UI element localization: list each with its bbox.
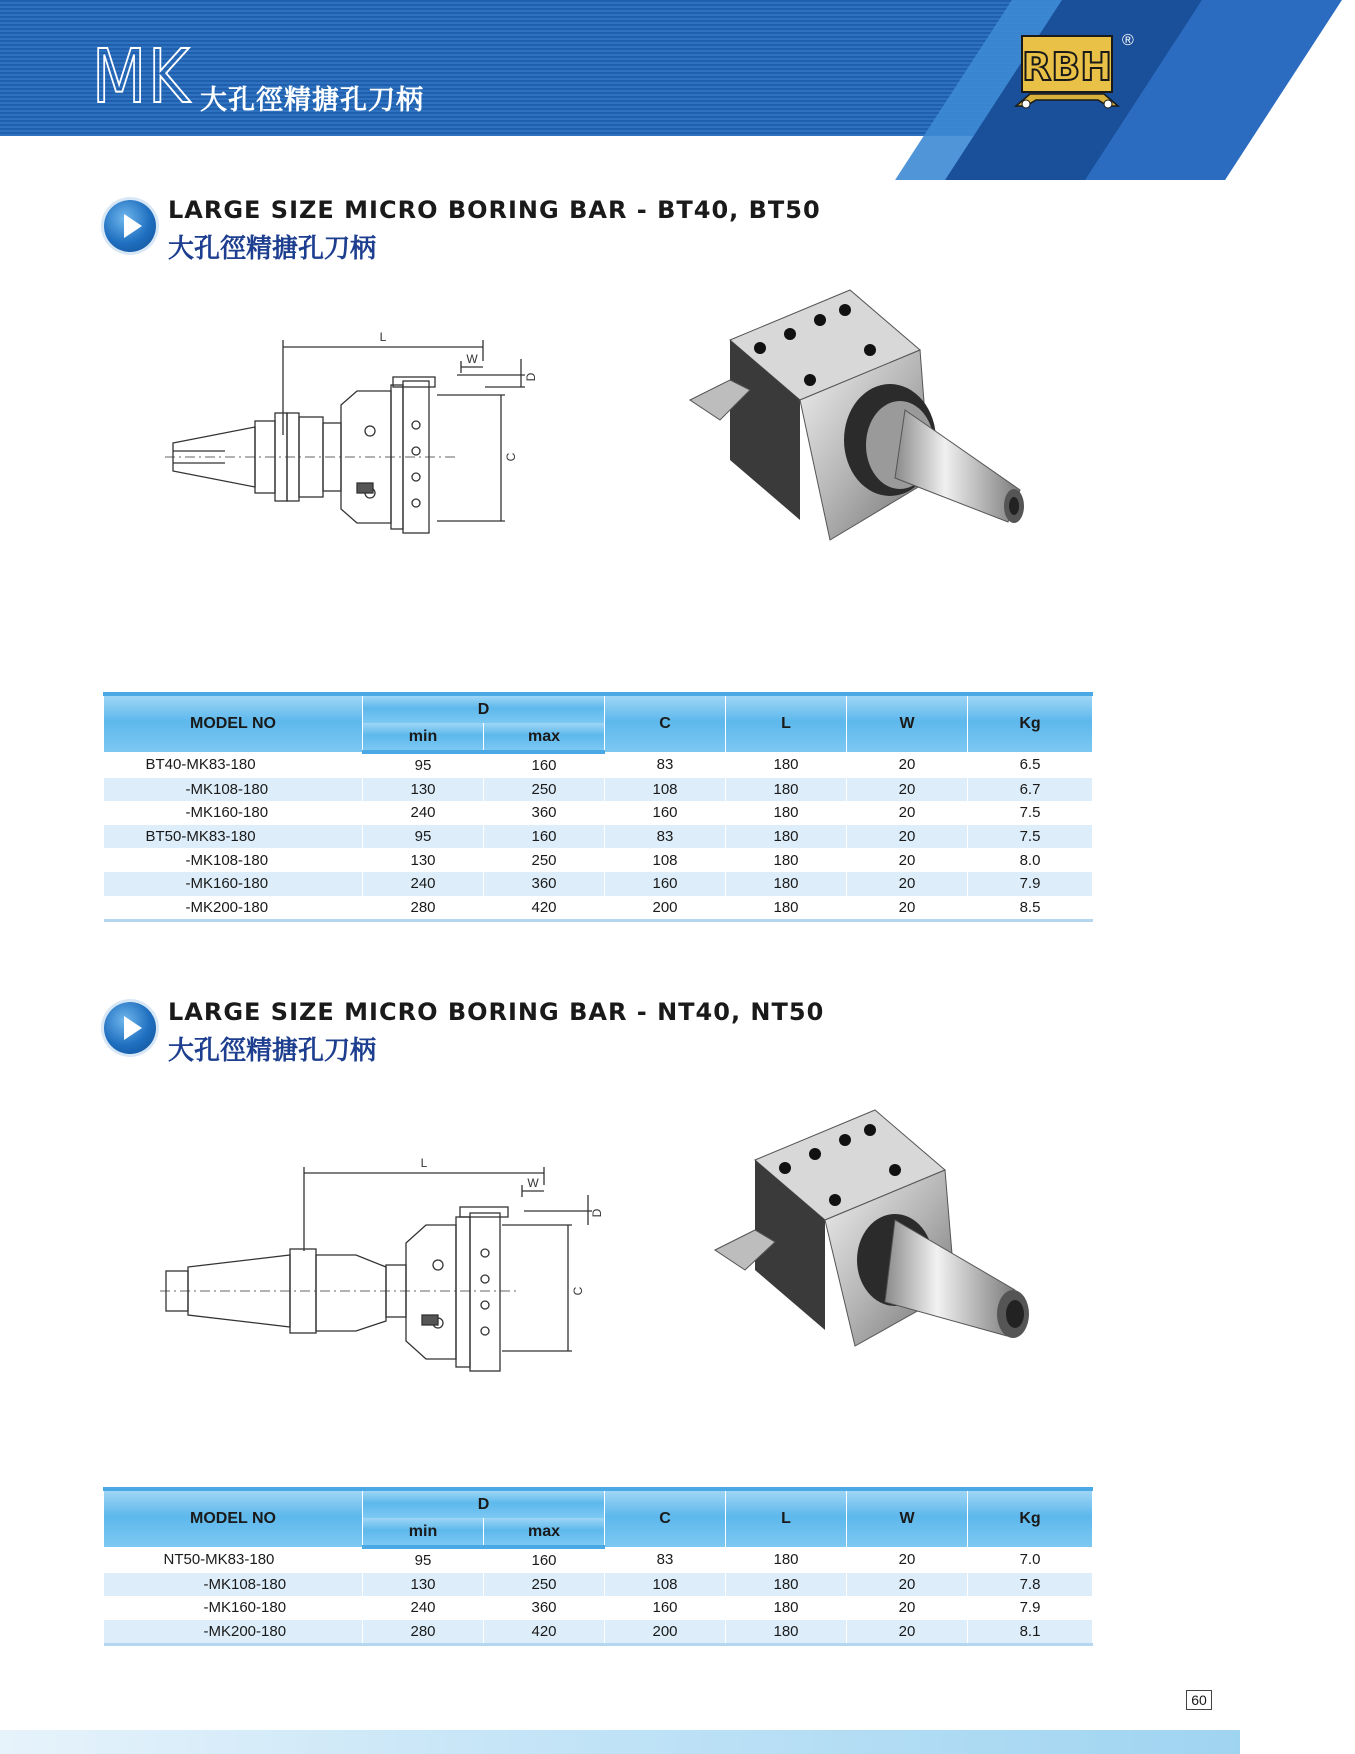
cell-min: 95 [363, 752, 484, 778]
cell-kg: 7.5 [968, 801, 1093, 825]
section-subtitle: 大孔徑精搪孔刀柄 [168, 1035, 377, 1065]
bt-tool-drawing [165, 325, 538, 535]
cell-min: 95 [363, 1547, 484, 1573]
bt-tool-photo [690, 290, 1090, 600]
cell-kg: 8.5 [968, 896, 1093, 921]
section-arrow-icon [104, 1002, 156, 1054]
series-logo: MK [92, 34, 191, 120]
cell-w: 20 [847, 825, 968, 849]
col-header-l: L [726, 694, 847, 752]
cell-model: -MK160-180 [104, 872, 363, 896]
nt-tool-drawing [160, 1155, 604, 1355]
cell-c: 83 [605, 1547, 726, 1573]
dim-label-w: W [527, 1176, 539, 1190]
cell-w: 20 [847, 1620, 968, 1645]
dim-label-w: W [466, 352, 478, 366]
section-subtitle: 大孔徑精搪孔刀柄 [168, 233, 377, 263]
table-row [104, 825, 1093, 849]
table-row [104, 1573, 1093, 1597]
col-header-c: C [605, 1489, 726, 1547]
cell-w: 20 [847, 778, 968, 802]
cell-l: 180 [726, 752, 847, 778]
col-header-model: MODEL NO [104, 694, 363, 752]
cell-l: 180 [726, 1596, 847, 1620]
col-header-kg: Kg [968, 1489, 1093, 1547]
col-header-d: D [363, 1489, 605, 1518]
cell-w: 20 [847, 801, 968, 825]
cell-max: 360 [484, 801, 605, 825]
cell-c: 83 [605, 825, 726, 849]
cell-min: 95 [363, 825, 484, 849]
cell-max: 360 [484, 872, 605, 896]
cell-l: 180 [726, 801, 847, 825]
cell-model: -MK160-180 [104, 1596, 363, 1620]
cell-c: 160 [605, 1596, 726, 1620]
nt-spec-table [103, 1487, 1093, 1646]
dim-label-l: L [379, 330, 387, 344]
registered-mark: ® [1122, 32, 1134, 49]
cell-w: 20 [847, 848, 968, 872]
col-header-w: W [847, 1489, 968, 1547]
cell-max: 160 [484, 1547, 605, 1573]
table-row [104, 1596, 1093, 1620]
cell-kg: 7.9 [968, 1596, 1093, 1620]
cell-min: 280 [363, 1620, 484, 1645]
rbh-logo-text: RBH [1021, 45, 1113, 89]
page-header [0, 0, 1240, 136]
cell-w: 20 [847, 1547, 968, 1573]
table-row [104, 801, 1093, 825]
table-row [104, 848, 1093, 872]
cell-l: 180 [726, 1573, 847, 1597]
col-header-kg: Kg [968, 694, 1093, 752]
col-header-w: W [847, 694, 968, 752]
cell-c: 108 [605, 848, 726, 872]
cell-kg: 7.0 [968, 1547, 1093, 1573]
col-header-c: C [605, 694, 726, 752]
cell-max: 250 [484, 778, 605, 802]
col-header-max: max [484, 723, 605, 752]
cell-max: 160 [484, 825, 605, 849]
header-title: 大孔徑精搪孔刀柄 [200, 85, 424, 115]
cell-model: -MK108-180 [104, 1573, 363, 1597]
section-arrow-icon [104, 200, 156, 252]
cell-kg: 7.8 [968, 1573, 1093, 1597]
col-header-l: L [726, 1489, 847, 1547]
cell-c: 83 [605, 752, 726, 778]
dim-label-c: C [504, 452, 518, 462]
section-title: LARGE SIZE MICRO BORING BAR - NT40, NT50 [168, 998, 825, 1026]
cell-w: 20 [847, 1596, 968, 1620]
cell-min: 240 [363, 872, 484, 896]
cell-kg: 7.9 [968, 872, 1093, 896]
cell-max: 420 [484, 896, 605, 921]
cell-model: NT50-MK83-180 [104, 1547, 363, 1573]
table-row [104, 872, 1093, 896]
table-row [104, 896, 1093, 921]
cell-l: 180 [726, 896, 847, 921]
cell-model: -MK108-180 [104, 848, 363, 872]
rbh-logo [1012, 34, 1122, 114]
cell-w: 20 [847, 896, 968, 921]
cell-l: 180 [726, 1620, 847, 1645]
cell-min: 130 [363, 848, 484, 872]
cell-w: 20 [847, 752, 968, 778]
cell-kg: 8.1 [968, 1620, 1093, 1645]
cell-kg: 7.5 [968, 825, 1093, 849]
bt-spec-table [103, 692, 1093, 922]
cell-kg: 6.7 [968, 778, 1093, 802]
cell-model: BT40-MK83-180 [104, 752, 363, 778]
cell-c: 108 [605, 778, 726, 802]
cell-min: 240 [363, 1596, 484, 1620]
cell-l: 180 [726, 778, 847, 802]
cell-w: 20 [847, 1573, 968, 1597]
cell-c: 160 [605, 872, 726, 896]
cell-model: BT50-MK83-180 [104, 825, 363, 849]
dim-label-c: C [571, 1286, 585, 1296]
cell-model: -MK108-180 [104, 778, 363, 802]
cell-min: 130 [363, 1573, 484, 1597]
dim-label-d: D [524, 372, 538, 382]
cell-min: 280 [363, 896, 484, 921]
cell-c: 108 [605, 1573, 726, 1597]
cell-l: 180 [726, 848, 847, 872]
table-row [104, 1547, 1093, 1573]
table-row [104, 752, 1093, 778]
cell-w: 20 [847, 872, 968, 896]
dim-label-d: D [590, 1208, 604, 1218]
cell-max: 420 [484, 1620, 605, 1645]
cell-max: 160 [484, 752, 605, 778]
cell-max: 360 [484, 1596, 605, 1620]
section-title: LARGE SIZE MICRO BORING BAR - BT40, BT50 [168, 196, 821, 224]
cell-kg: 8.0 [968, 848, 1093, 872]
cell-l: 180 [726, 1547, 847, 1573]
col-header-max: max [484, 1518, 605, 1547]
table-row [104, 1620, 1093, 1645]
cell-min: 240 [363, 801, 484, 825]
cell-c: 200 [605, 1620, 726, 1645]
page-number: 60 [1186, 1690, 1212, 1710]
cell-l: 180 [726, 872, 847, 896]
cell-c: 160 [605, 801, 726, 825]
col-header-d: D [363, 694, 605, 723]
footer-bar [0, 1730, 1240, 1754]
col-header-min: min [363, 723, 484, 752]
nt-tool-photo [715, 1110, 1095, 1390]
cell-model: -MK200-180 [104, 1620, 363, 1645]
cell-min: 130 [363, 778, 484, 802]
cell-c: 200 [605, 896, 726, 921]
col-header-model: MODEL NO [104, 1489, 363, 1547]
cell-max: 250 [484, 1573, 605, 1597]
col-header-min: min [363, 1518, 484, 1547]
dim-label-l: L [420, 1156, 428, 1170]
cell-kg: 6.5 [968, 752, 1093, 778]
cell-model: -MK200-180 [104, 896, 363, 921]
cell-model: -MK160-180 [104, 801, 363, 825]
cell-max: 250 [484, 848, 605, 872]
table-row [104, 778, 1093, 802]
cell-l: 180 [726, 825, 847, 849]
